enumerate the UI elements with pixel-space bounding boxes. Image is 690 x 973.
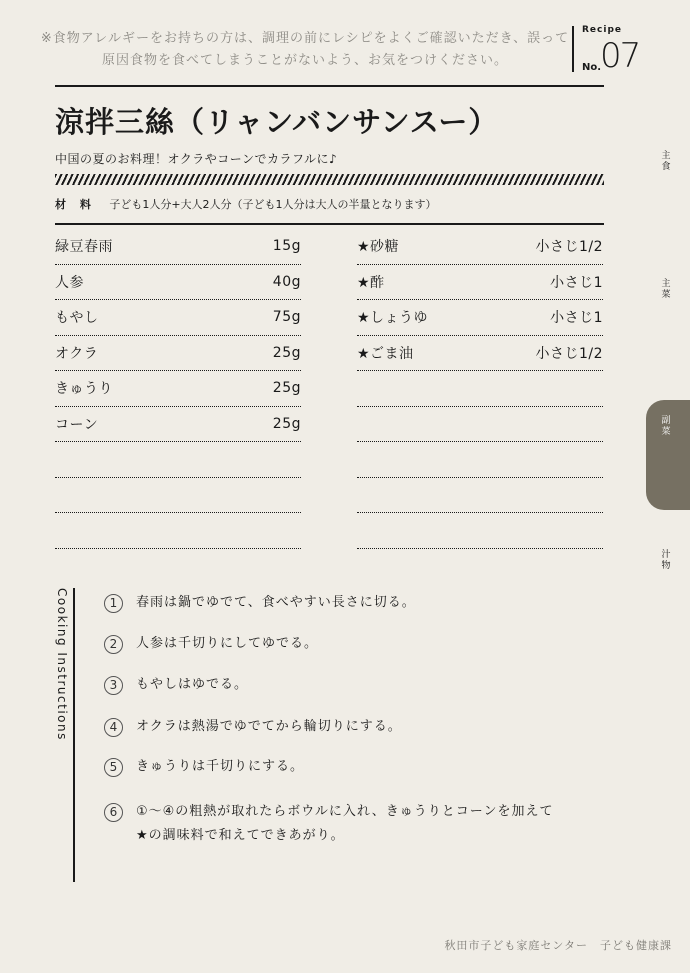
side-tab-side-dish-label: 副菜: [661, 416, 671, 437]
ingredient-name: 緑豆春雨: [55, 239, 113, 256]
recipe-no-label: No.: [582, 62, 602, 73]
ingredient-name: オクラ: [55, 345, 99, 362]
side-tab-staple[interactable]: 主食: [661, 151, 671, 172]
side-tab-soup[interactable]: 汁物: [661, 550, 671, 571]
materials-rule: [55, 223, 604, 225]
ingredient-row: [357, 407, 603, 443]
ingredient-amount: 25g: [272, 415, 301, 432]
ingredient-name: ★酢: [357, 274, 385, 291]
ingredient-amount: 25g: [272, 344, 301, 361]
recipe-number: 07: [600, 36, 640, 76]
recipe-label: Recipe: [582, 25, 623, 35]
ingredient-amount: 75g: [272, 309, 301, 326]
ingredient-row: [55, 300, 301, 336]
ingredients-left-column: [55, 229, 301, 549]
ingredient-amount: 小さじ1: [550, 310, 603, 327]
ingredient-amount: 25g: [272, 380, 301, 397]
side-tab-side-dish[interactable]: [646, 400, 690, 510]
footer-credit: 秋田市子ども家庭センター 子ども健康課: [444, 939, 672, 952]
hatch-divider: [55, 174, 604, 185]
instruction-step: [104, 676, 248, 697]
materials-label: 材 料: [55, 198, 96, 211]
ingredient-name: コーン: [55, 416, 99, 433]
instruction-step: [104, 718, 402, 739]
allergy-notice: ※食物アレルギーをお持ちの方は、調理の前にレシピをよくご確認いただき、誤って原因食物を食べてしまうことがないよう、お気をつけください。: [40, 31, 570, 68]
ingredient-name: きゅうり: [55, 381, 113, 398]
ingredient-amount: 15g: [272, 238, 301, 255]
instructions-line: [73, 588, 75, 882]
ingredient-row: [357, 478, 603, 514]
ingredient-row: [55, 478, 301, 514]
step-text: もやしはゆでる。: [136, 677, 249, 692]
ingredient-name: ★しょうゆ: [357, 310, 429, 327]
step-number: 1: [104, 594, 123, 613]
ingredient-name: ★ごま油: [357, 345, 414, 362]
ingredient-row: [357, 300, 603, 336]
recipe-subtitle: 中国の夏のお料理！オクラやコーンでカラフルに♪: [55, 152, 338, 166]
ingredient-amount: 40g: [272, 273, 301, 290]
step-number: 3: [104, 676, 123, 695]
ingredient-row: [55, 265, 301, 301]
step-number: 5: [104, 758, 123, 777]
ingredient-row: [357, 229, 603, 265]
ingredient-name: もやし: [55, 310, 99, 327]
ingredient-amount: 小さじ1: [550, 274, 603, 291]
step-number: 4: [104, 718, 123, 737]
top-rule: [55, 85, 604, 87]
step-number: 6: [104, 803, 123, 822]
ingredient-row: [55, 442, 301, 478]
ingredient-row: [357, 336, 603, 372]
cooking-instructions-label: Cooking Instructions: [55, 588, 69, 741]
instruction-step: [104, 758, 304, 779]
ingredient-row: [55, 513, 301, 549]
ingredient-amount: 小さじ1/2: [535, 239, 603, 256]
step-text: オクラは熱湯でゆでてから輪切りにする。: [136, 719, 402, 734]
step-text: ①〜④の粗熱が取れたらボウルに入れ、きゅうりとコーンを加えて ★の調味料で和えてできあがり。: [136, 804, 554, 843]
ingredient-row: [357, 513, 603, 549]
materials-servings: 子ども1人分+大人2人分（子ども1人分は大人の半量となります）: [109, 198, 437, 211]
side-tab-main[interactable]: 主菜: [661, 279, 671, 300]
ingredient-name: ★砂糖: [357, 239, 400, 256]
ingredient-name: 人参: [55, 274, 84, 291]
ingredient-row: [55, 229, 301, 265]
recipe-divider: [572, 26, 574, 72]
materials-header: [55, 196, 437, 212]
instruction-step: [104, 803, 553, 848]
step-text: 人参は千切りにしてゆでる。: [136, 636, 319, 651]
ingredient-row: [357, 442, 603, 478]
ingredient-row: [357, 371, 603, 407]
ingredient-row: [55, 336, 301, 372]
step-text: 春雨は鍋でゆでて、食べやすい長さに切る。: [136, 595, 416, 610]
recipe-title: 涼拌三絲（リャンバンサンスー）: [55, 105, 499, 139]
ingredients-right-column: [357, 229, 603, 549]
instruction-step: [104, 594, 416, 615]
ingredient-row: [55, 407, 301, 443]
ingredient-row: [55, 371, 301, 407]
instruction-step: [104, 635, 318, 656]
step-number: 2: [104, 635, 123, 654]
ingredient-amount: 小さじ1/2: [535, 345, 603, 362]
ingredient-row: [357, 265, 603, 301]
step-text: きゅうりは千切りにする。: [136, 759, 305, 774]
